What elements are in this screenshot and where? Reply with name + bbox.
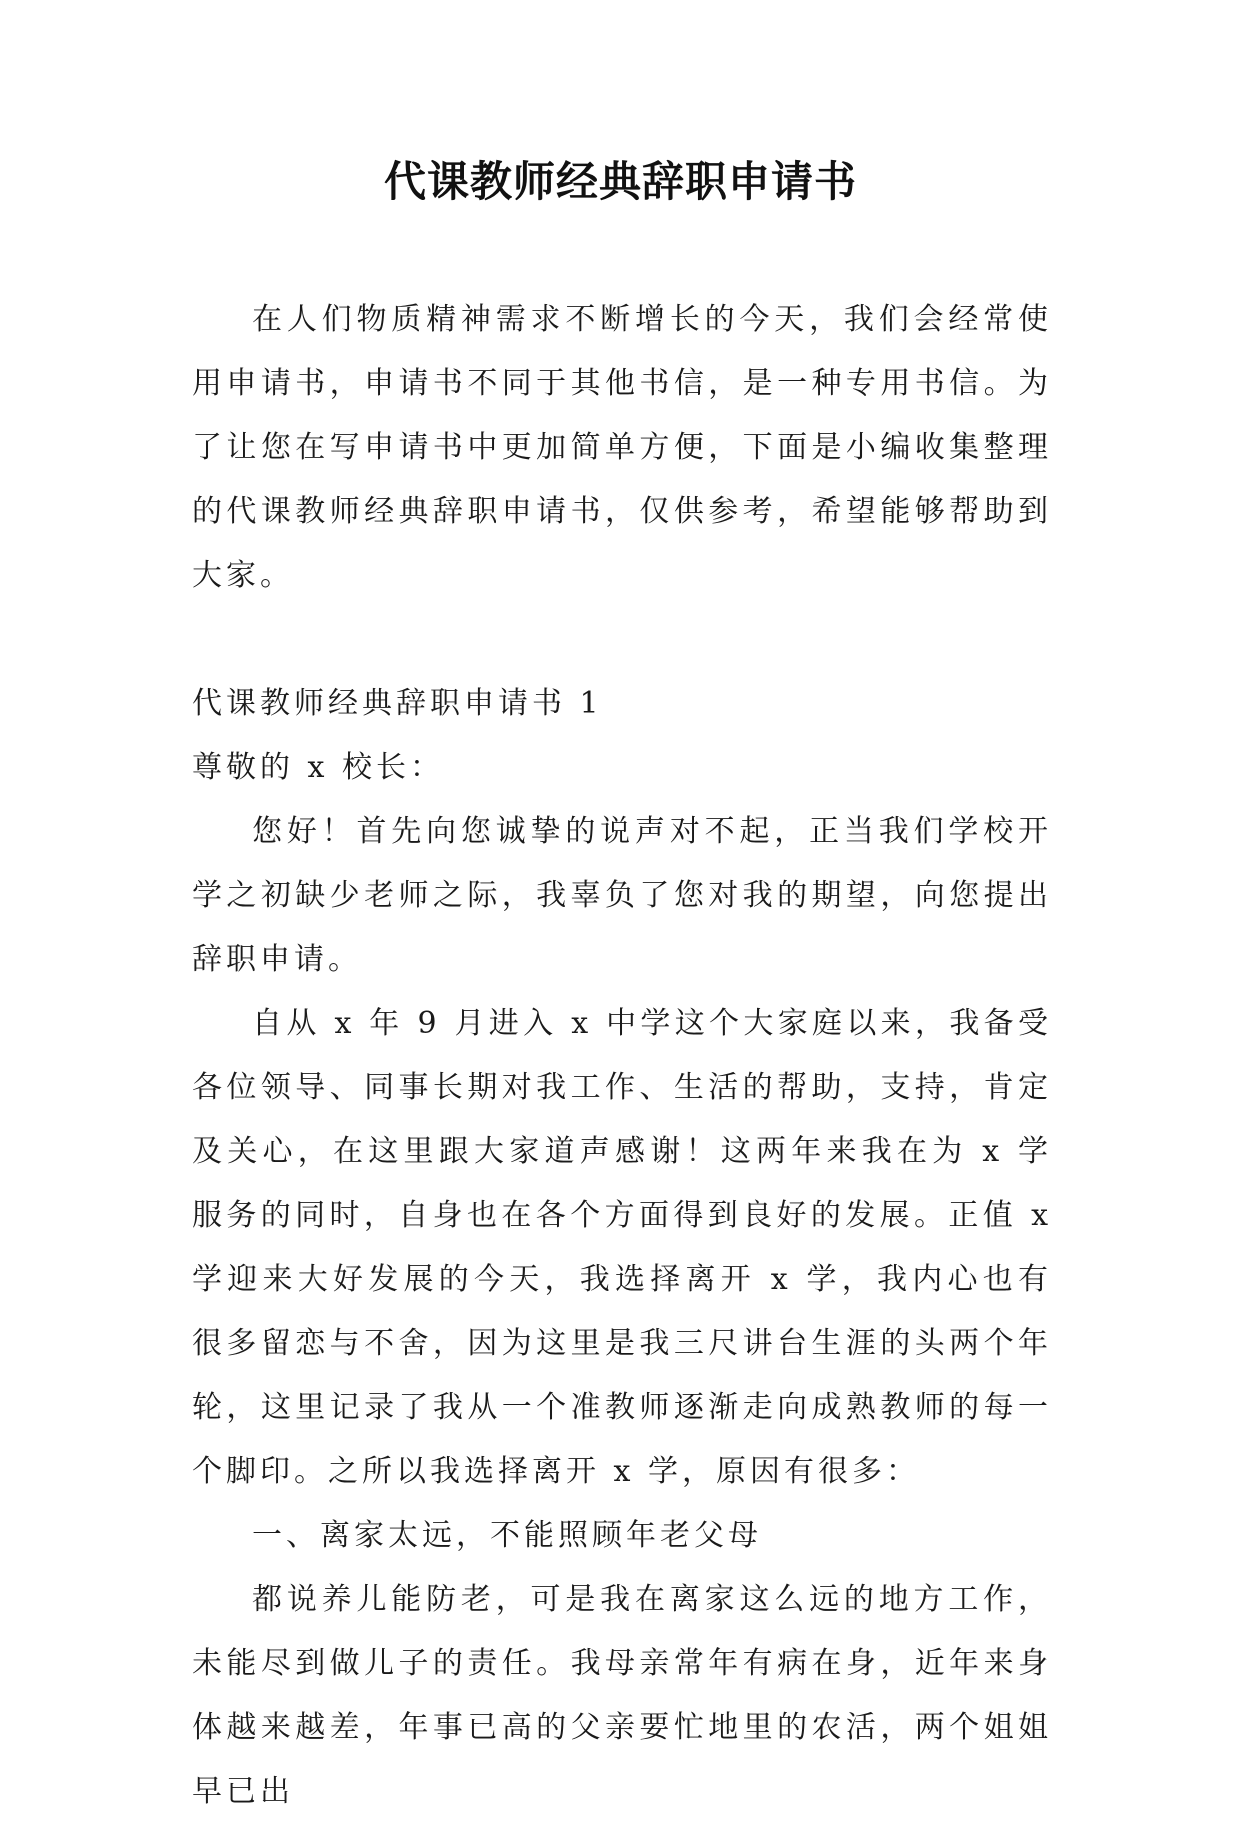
letter-paragraph: 您好！首先向您诚挚的说声对不起，正当我们学校开学之初缺少老师之际，我辜负了您对我的期望，向您提出辞职申请。 [192,814,1052,977]
letter-paragraph: 都说养儿能防老，可是我在离家这么远的地方工作，未能尽到做儿子的责任。我母亲常年有病在身，近年来身体越来越差，年事已高的父亲要忙地里的农活，两个姐姐早已出 [192,1582,1052,1809]
intro-paragraph: 在人们物质精神需求不断增长的今天，我们会经常使用申请书，申请书不同于其他书信，是一种专用书信。为了让您在写申请书中更加简单方便，下面是小编收集整理的代课教师经典辞职申请书，仅供参考，希望能够帮助到大家。 [192,302,1052,593]
letter-heading: 代课教师经典辞职申请书 1 [192,686,603,721]
document-body [192,288,1052,1824]
letter-paragraph: 自从 x 年 9 月进入 x 中学这个大家庭以来，我备受各位领导、同事长期对我工作、生活的帮助，支持，肯定及关心，在这里跟大家道声感谢！这两年来我在为 x 学服务的同时，自身也在各个方面得到良好的发展。正值 x 学迎来大好发展的今天，我选择离开 x 学，我内心也有很多留恋与不舍，因为这里是我三尺讲台生涯的头两个年轮，这里记录了我从一个准教师逐渐走向成熟教师的每一个脚印。之所以我选择离开 x 学，原因有很多： [192,1006,1052,1489]
letter-salutation: 尊敬的 x 校长： [192,750,444,785]
document-title: 代课教师经典辞职申请书 [383,157,857,206]
letter-section-point: 一、离家太远，不能照顾年老父母 [252,1518,762,1553]
